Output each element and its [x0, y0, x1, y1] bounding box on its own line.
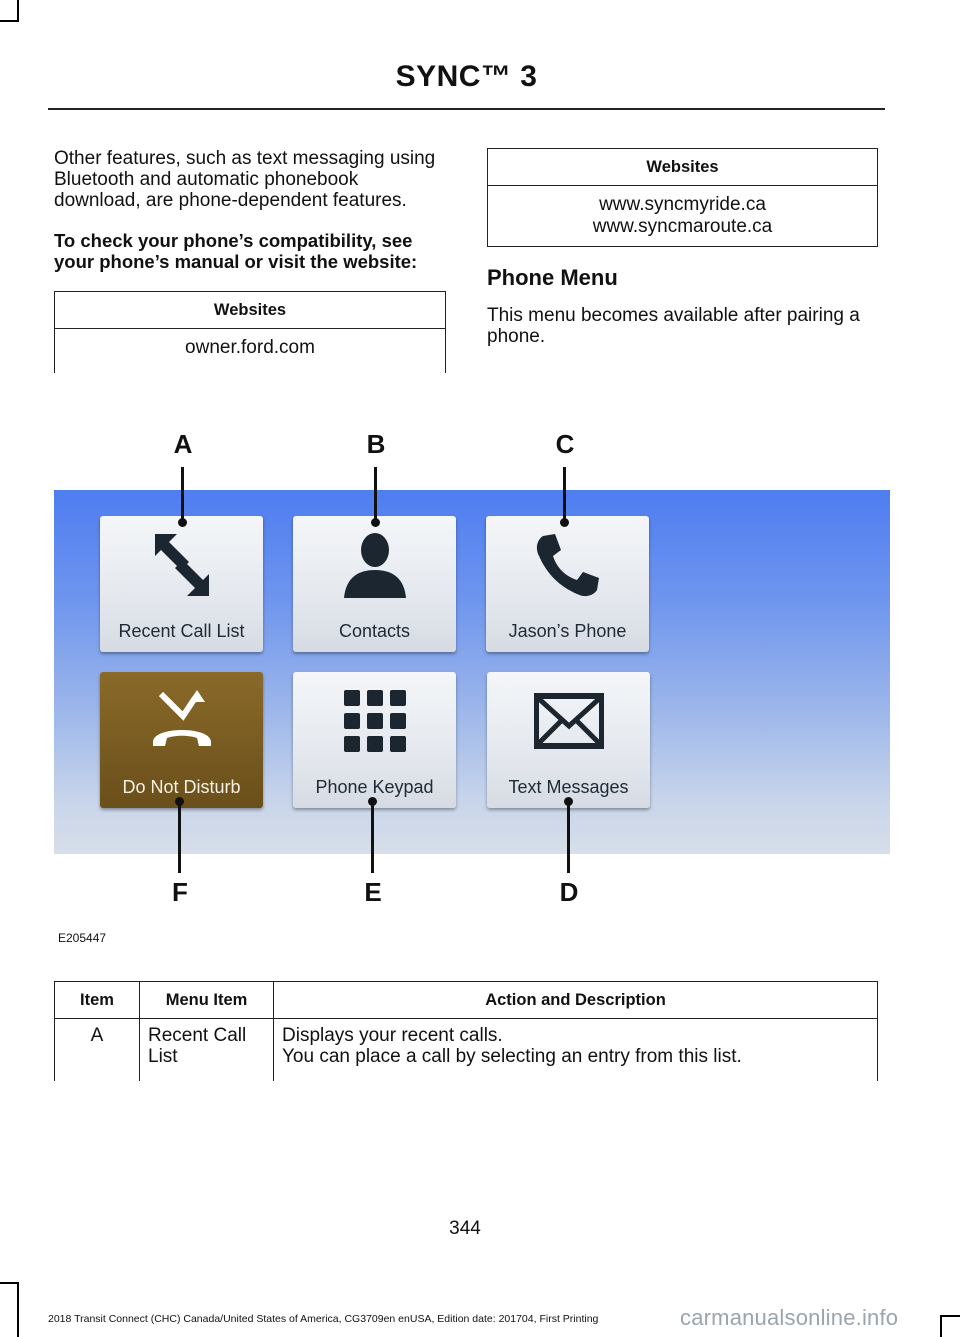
callout-letter-c: C	[555, 429, 575, 459]
callout-letter-e: E	[364, 877, 382, 907]
right-column	[487, 148, 878, 347]
table-row	[55, 1019, 878, 1082]
websites-table-header: Websites	[55, 292, 446, 329]
callout-dot-c	[560, 518, 569, 527]
recent-calls-arrows-icon	[147, 530, 217, 600]
footer-text: 2018 Transit Connect (CHC) Canada/United States of America, CG3709en enUSA, Edition date: 201704, First Printing	[48, 1313, 599, 1325]
crop-mark	[0, 1282, 19, 1284]
crop-mark	[940, 1315, 942, 1337]
compatibility-instruction: To check your phone’s compatibility, see your phone’s manual or visit the website:	[54, 230, 418, 272]
column-header-menu-item: Menu Item	[140, 982, 274, 1019]
table-header-row	[55, 982, 878, 1019]
tile-label: Contacts	[338, 621, 411, 641]
crop-mark	[940, 1315, 960, 1317]
section-paragraph: This menu becomes available after pairing a phone.	[487, 305, 860, 347]
left-column	[54, 148, 446, 373]
callout-letter-d: D	[559, 877, 579, 907]
keypad-grid-icon	[340, 686, 410, 756]
page-number: 344	[449, 1218, 481, 1239]
intro-paragraph: Other features, such as text messaging using Bluetooth and automatic phonebook download, are phone-dependent features.	[54, 148, 436, 211]
tile-recent-call-list[interactable]	[100, 516, 263, 652]
tile-text-messages[interactable]	[487, 672, 650, 808]
website-link[interactable]: owner.ford.com	[55, 329, 446, 374]
callout-line-c	[563, 467, 566, 522]
crop-mark	[17, 0, 19, 22]
page-header	[48, 58, 885, 110]
phone-menu-figure	[54, 425, 890, 945]
page-title: SYNC™ 3	[395, 60, 538, 93]
tile-do-not-disturb[interactable]	[100, 672, 263, 808]
callout-dot-e	[368, 797, 377, 806]
website-link[interactable]: www.syncmaroute.ca	[592, 216, 773, 237]
cell-menu-item: Recent Call List	[140, 1019, 274, 1082]
websites-table	[487, 148, 878, 247]
websites-cell	[488, 186, 878, 247]
cell-action	[274, 1019, 878, 1082]
envelope-icon	[534, 686, 604, 756]
tile-label: Text Messages	[508, 777, 629, 797]
phone-menu-item-table	[54, 981, 878, 1081]
figure-code: E205447	[58, 931, 107, 945]
websites-table-header: Websites	[488, 149, 878, 186]
phone-handset-icon	[533, 530, 603, 600]
callout-line-f	[178, 801, 181, 873]
callout-line-e	[371, 801, 374, 873]
callout-dot-d	[564, 797, 573, 806]
person-silhouette-icon	[340, 530, 410, 600]
do-not-disturb-icon	[147, 686, 217, 756]
callout-letter-a: A	[173, 429, 193, 459]
column-header-action: Action and Description	[274, 982, 878, 1019]
column-header-item: Item	[55, 982, 140, 1019]
crop-mark	[0, 20, 19, 22]
callout-letter-b: B	[366, 429, 386, 459]
callout-dot-b	[371, 518, 380, 527]
cell-item: A	[55, 1019, 140, 1082]
crop-mark	[17, 1282, 19, 1337]
tile-label: Phone Keypad	[315, 777, 434, 797]
tile-contacts[interactable]	[293, 516, 456, 652]
websites-table	[54, 291, 446, 373]
callout-line-d	[567, 801, 570, 873]
tile-label: Do Not Disturb	[122, 777, 241, 797]
tile-jasons-phone[interactable]	[486, 516, 649, 652]
watermark: carmanualsonline.info	[680, 1305, 899, 1330]
tile-phone-keypad[interactable]	[293, 672, 456, 808]
callout-line-a	[181, 467, 184, 522]
tile-label: Jason’s Phone	[508, 621, 627, 641]
callout-letter-f: F	[172, 877, 188, 907]
website-link[interactable]: www.syncmyride.ca	[599, 194, 766, 215]
action-line: Displays your recent calls.	[282, 1025, 503, 1046]
action-line: You can place a call by selecting an entry from this list.	[282, 1046, 742, 1067]
callout-dot-f	[175, 797, 184, 806]
callout-dot-a	[178, 518, 187, 527]
tile-label: Recent Call List	[118, 621, 245, 641]
section-heading: Phone Menu	[487, 265, 618, 290]
callout-line-b	[374, 467, 377, 522]
